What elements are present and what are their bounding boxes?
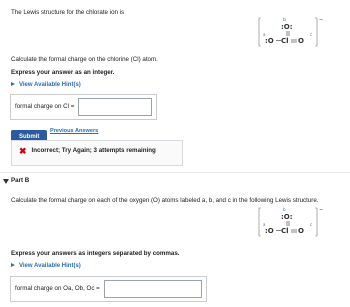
lewis-structure-a	[258, 16, 326, 48]
chevron-right-icon	[11, 263, 15, 267]
chevron-right-icon	[11, 82, 15, 86]
part-a-prompt: Calculate the formal charge on the chlorine (Cl) atom.	[11, 56, 158, 63]
error-x-icon: ✖	[19, 146, 27, 156]
part-b-hints-link[interactable]	[11, 263, 81, 269]
part-b-prompt: Calculate the formal charge on each of the oxygen (O) atoms labeled a, b, and c in the following Lewis structure.	[11, 197, 319, 204]
lewis-structure-a-svg	[258, 16, 326, 48]
previous-answers-link[interactable]: Previous Answers	[50, 128, 99, 134]
feedback-box	[11, 140, 183, 166]
svg-text::O:: :O:	[281, 23, 293, 31]
svg-text::O:: :O:	[281, 213, 293, 221]
svg-text::O: :O	[265, 37, 274, 45]
svg-text:c: c	[310, 222, 313, 227]
svg-text:−: −	[319, 17, 324, 23]
part-b-answer-input[interactable]	[104, 280, 202, 298]
svg-text:c: c	[310, 32, 313, 37]
part-a-answer-input[interactable]	[78, 98, 152, 116]
collapse-chevron-icon[interactable]	[3, 179, 9, 184]
part-a-instruction: Express your answer as an integer.	[11, 69, 115, 76]
svg-text:Cl: Cl	[281, 227, 289, 235]
lewis-structure-b-svg	[258, 206, 326, 238]
svg-text:O: O	[298, 227, 304, 235]
part-a-intro: The Lewis structure for the chlorate ion is	[11, 9, 125, 16]
svg-text:b: b	[283, 207, 286, 212]
svg-text:a: a	[263, 222, 266, 227]
lewis-structure-b	[258, 206, 326, 238]
svg-text:a: a	[263, 32, 266, 37]
part-b-hints-label: View Available Hint(s)	[19, 263, 81, 269]
part-b-answer-label: formal charge on Oa, Ob, Oc =	[15, 284, 100, 292]
svg-text:Cl: Cl	[281, 37, 289, 45]
svg-text:−: −	[319, 207, 324, 213]
svg-text:O: O	[298, 37, 304, 45]
part-a-answer-label: formal charge on Cl =	[15, 102, 75, 110]
submit-button[interactable]: Submit	[11, 130, 47, 144]
section-divider	[0, 172, 350, 173]
part-a-answer-row	[10, 94, 157, 120]
part-b-answer-row	[10, 276, 207, 302]
svg-text::O: :O	[265, 227, 274, 235]
part-a-hints-label: View Available Hint(s)	[19, 82, 81, 88]
svg-text:b: b	[283, 18, 286, 23]
part-b-instruction: Express your answers as integers separated by commas.	[11, 250, 180, 257]
part-b-title: Part B	[11, 177, 30, 184]
part-a-hints-link[interactable]	[11, 82, 81, 88]
feedback-text: Incorrect; Try Again; 3 attempts remaining	[31, 147, 156, 155]
